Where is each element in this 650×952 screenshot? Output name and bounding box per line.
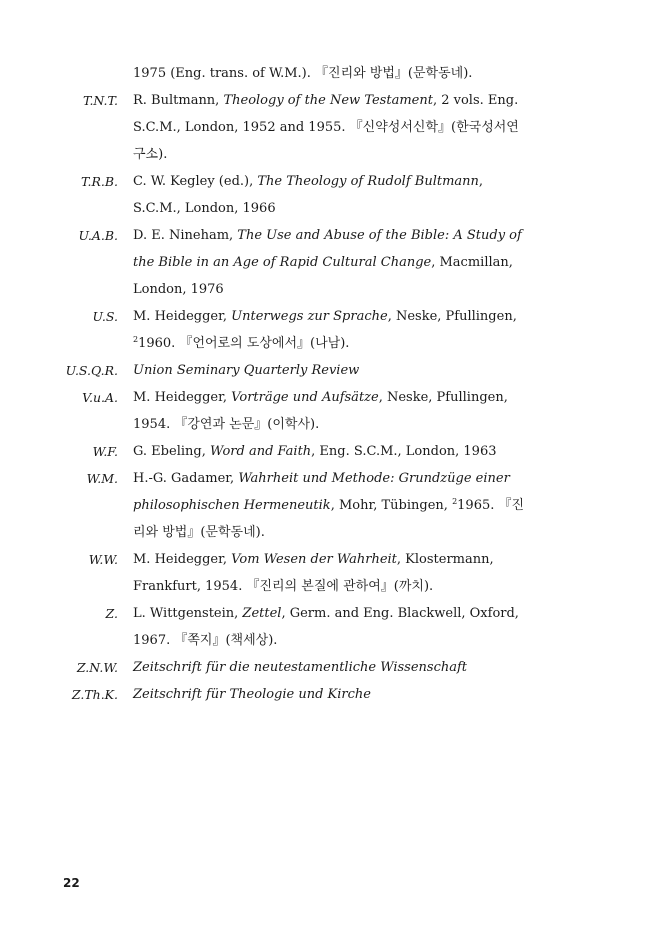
entry-text: M. Heidegger, Unterwegs zur Sprache, Neske, Pfullingen, $^2$1960. 『언어로의 도상에서』(나남). [133,309,517,351]
entry-text: R. Bultmann, Theology of the New Testament, 2 vols. Eng. S.C.M., London, 1952 and 1955. 『신약성서신학』(한국성서연구소). [133,93,519,162]
abbreviation: T.R.B. [80,174,118,189]
list-item [0,357,650,384]
entry-text: G. Ebeling, Word and Faith, Eng. S.C.M., London, 1963 [133,444,497,459]
list-item [0,465,650,546]
entry-text: H.-G. Gadamer, Wahrheit und Methode: Grundzüge einer philosophischen Hermeneutik, Mohr, Tübingen, $^2$1965. 『진리와 방법』(문학동네). [133,471,525,540]
abbreviation: T.N.T. [82,93,118,108]
abbreviation: U.A.B. [78,228,118,243]
list-item [0,222,650,303]
abbreviation: U.S.Q.R. [65,363,118,378]
abbreviation: Z. [105,606,118,621]
abbreviation-list [0,60,650,708]
list-item [0,303,650,357]
list-item [0,87,650,168]
abbreviation: W.F. [92,444,118,459]
list-item [0,681,650,708]
entry-text: C. W. Kegley (ed.), The Theology of Rudolf Bultmann, S.C.M., London, 1966 [133,174,484,216]
abbreviation: Z.Th.K. [71,687,118,702]
page-number: 22 [63,876,80,890]
list-item [0,438,650,465]
list-item [0,384,650,438]
entry-text: Zeitschrift für die neutestamentliche Wissenschaft [133,660,468,675]
abbreviation: Z.N.W. [76,660,118,675]
entry-text: M. Heidegger, Vorträge und Aufsätze, Neske, Pfullingen, 1954. 『강연과 논문』(이학사). [133,390,508,432]
entry-text: D. E. Nineham, The Use and Abuse of the Bible: A Study of the Bible in an Age of Rapid Cultural Change, Macmillan, London, 1976 [133,228,522,297]
list-item [0,60,650,87]
entry-text: Zeitschrift für Theologie und Kirche [133,687,371,702]
abbreviation: V.u.A. [82,390,118,405]
list-item [0,168,650,222]
list-item [0,654,650,681]
abbreviation: W.M. [86,471,118,486]
entry-text: L. Wittgenstein, Zettel, Germ. and Eng. Blackwell, Oxford, 1967. 『쪽지』(책세상). [133,606,519,648]
abbreviation: U.S. [92,309,118,324]
abbreviation: W.W. [88,552,118,567]
list-item [0,600,650,654]
entry-text: Union Seminary Quarterly Review [133,363,360,378]
entry-text: M. Heidegger, Vom Wesen der Wahrheit, Klostermann, Frankfurt, 1954. 『진리의 본질에 관하여』(까치). [133,552,494,594]
entry-text: 1975 (Eng. trans. of W.M.). 『진리와 방법』(문학동네). [133,66,473,81]
list-item [0,546,650,600]
